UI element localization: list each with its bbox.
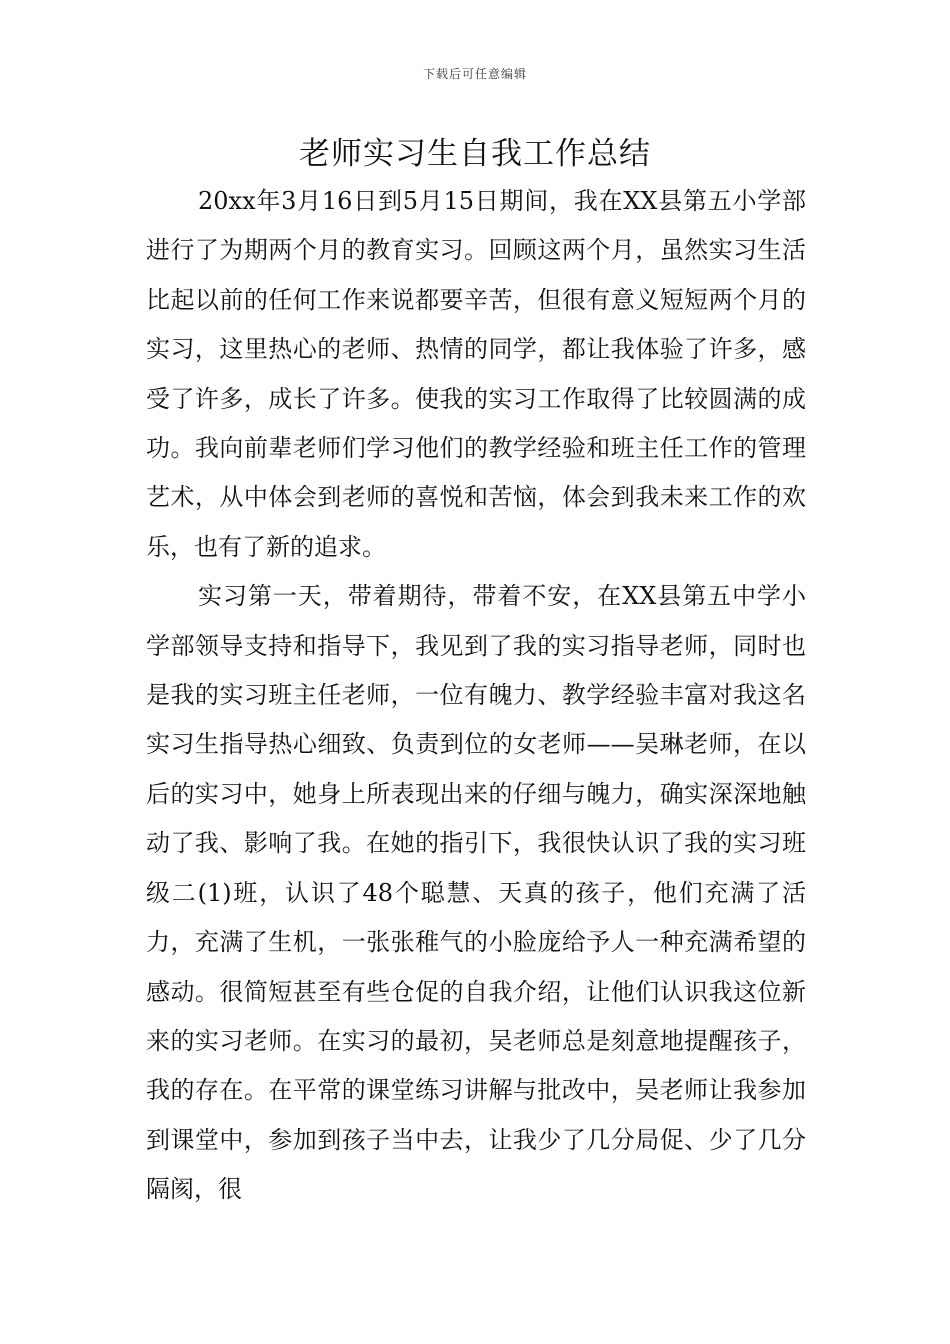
document-title: 老师实习生自我工作总结 [299,136,651,172]
paragraph-1: 20xx年3月16日到5月15日期间，我在XX县第五小学部进行了为期两个月的教育实习。回顾这两个月，虽然实习生活比起以前的任何工作来说都要辛苦，但很有意义短短两个月的实习，这里热心的老师、热情的同学，都让我体验了许多，感受了许多，成长了许多。使我的实习工作取得了比较圆满的成功。我向前辈老师们学习他们的教学经验和班主任工作的管理艺术，从中体会到老师的喜悦和苦恼，体会到我未来工作的欢乐，也有了新的追求。 [146,187,806,561]
header-note: 下载后可任意编辑 [422,67,527,81]
document-body [146,177,806,1215]
paragraph-2: 实习第一天，带着期待，带着不安，在XX县第五中学小学部领导支持和指导下，我见到了我的实习指导老师，同时也是我的实习班主任老师，一位有魄力、教学经验丰富对我这名实习生指导热心细致、负责到位的女老师——吴琳老师，在以后的实习中，她身上所表现出来的仔细与魄力，确实深深地触动了我、影响了我。在她的指引下，我很快认识了我的实习班级二(1)班，认识了48个聪慧、天真的孩子，他们充满了活力，充满了生机，一张张稚气的小脸庞给予人一种充满希望的感动。很简短甚至有些仓促的自我介绍，让他们认识我这位新来的实习老师。在实习的最初，吴老师总是刻意地提醒孩子，我的存在。在平常的课堂练习讲解与批改中，吴老师让我参加到课堂中，参加到孩子当中去，让我少了几分局促、少了几分隔阂，很 [146,582,806,1204]
